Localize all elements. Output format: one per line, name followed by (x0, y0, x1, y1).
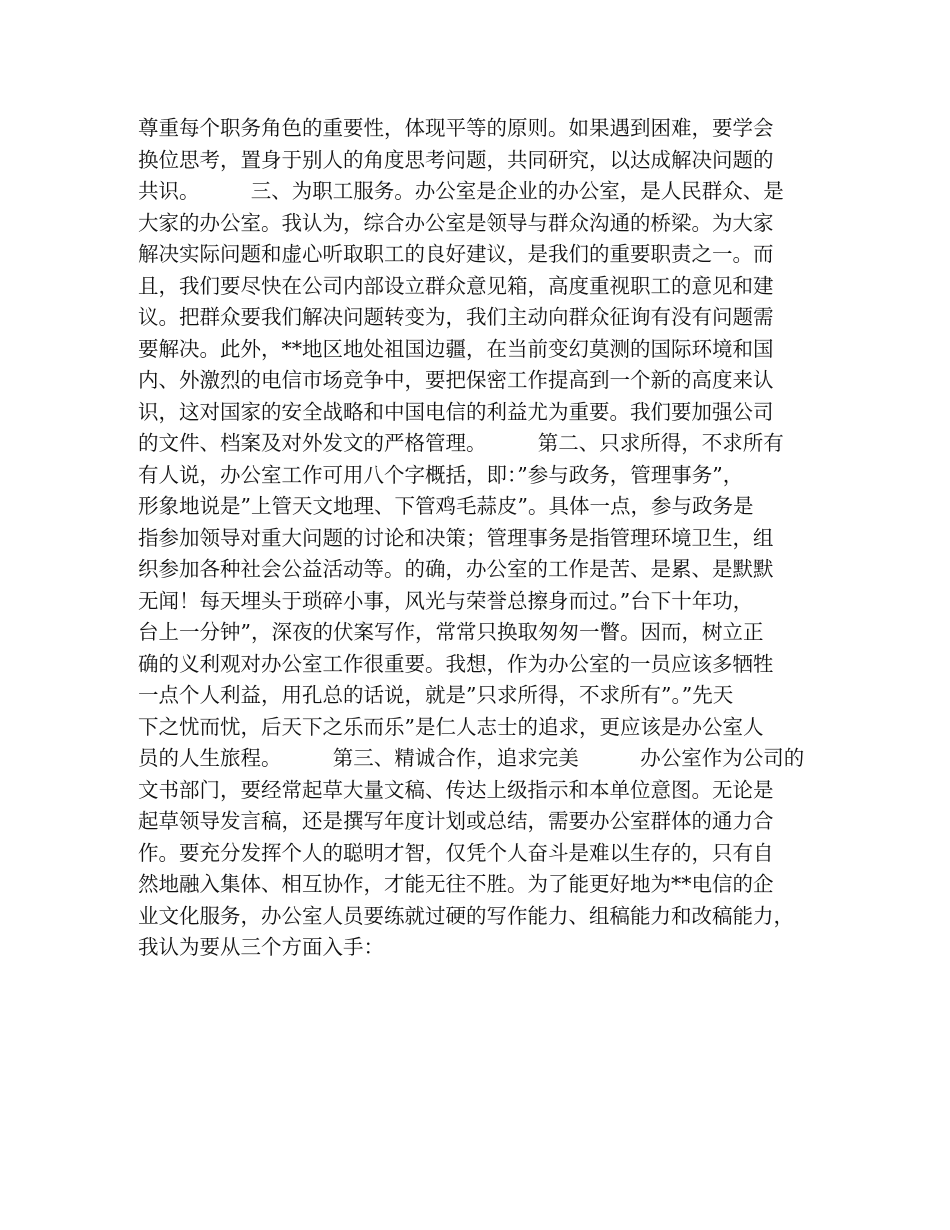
text-line: 大家的办公室。我认为，综合办公室是领导与群众沟通的桥梁。为大家 (138, 210, 774, 235)
text-line: 我认为要从三个方面入手： (138, 935, 384, 959)
text-line: 且，我们要尽快在公司内部设立群众意见箱，高度重视职工的意见和建 (138, 273, 774, 298)
text-line: 解决实际问题和虚心听取职工的良好建议，是我们的重要职责之一。而 (138, 242, 774, 266)
text-line: 有人说，办公室工作可用八个字概括，即：”参与政务，管理事务”， (138, 462, 744, 487)
text-line: 确的义利观对办公室工作很重要。我想，作为办公室的一员应该多牺牲 (138, 651, 774, 676)
text-line: 识，这对国家的安全战略和中国电信的利益尤为重要。我们要加强公司 (138, 399, 774, 424)
text-line: 台上一分钟”，深夜的伏案写作，常常只换取匆匆一瞥。因而，树立正 (138, 620, 764, 644)
text-line: 共识。 三、为职工服务。办公室是企业的办公室，是人民群众、是 (138, 179, 784, 203)
text-line: 要解决。此外，**地区地处祖国边疆，在当前变幻莫测的国际环境和国 (138, 336, 774, 361)
text-line: 的文件、档案及对外发文的严格管理。 第二、只求所得，不求所有 (138, 431, 784, 455)
text-line: 下之忧而忧，后天下之乐而乐”是仁人志士的追求，更应该是办公室人 (138, 714, 764, 739)
text-line: 织参加各种社会公益活动等。的确，办公室的工作是苦、是累、是默默 (138, 557, 774, 581)
text-line: 换位思考，置身于别人的角度思考问题，共同研究，以达成解决问题的 (138, 147, 774, 172)
text-line: 一点个人利益，用孔总的话说，就是”只求所得，不求所有”。”先天 (138, 683, 734, 707)
text-line: 文书部门，要经常起草大量文稿、传达上级指示和本单位意图。无论是 (138, 777, 774, 802)
text-line: 指参加领导对重大问题的讨论和决策；管理事务是指管理环境卫生，组 (138, 525, 774, 550)
text-line: 业文化服务，办公室人员要练就过硬的写作能力、组稿能力和改稿能力， (138, 903, 794, 928)
body-text (138, 113, 828, 964)
text-line: 员的人生旅程。 第三、精诚合作，追求完美 办公室作为公司的 (138, 746, 805, 770)
text-line: 作。要充分发挥个人的聪明才智，仅凭个人奋斗是难以生存的，只有自 (138, 840, 774, 865)
text-line: 起草领导发言稿，还是撰写年度计划或总结，需要办公室群体的通力合 (138, 809, 774, 833)
text-line: 内、外激烈的电信市场竞争中，要把保密工作提高到一个新的高度来认 (138, 368, 774, 392)
text-line: 无闻！每天埋头于琐碎小事，风光与荣誉总擦身而过。”台下十年功， (138, 588, 754, 613)
text-line: 然地融入集体、相互协作，才能无往不胜。为了能更好地为**电信的企 (138, 872, 774, 896)
text-line: 议。把群众要我们解决问题转变为，我们主动向群众征询有没有问题需 (138, 305, 774, 329)
text-line: 形象地说是”上管天文地理、下管鸡毛蒜皮”。具体一点，参与政务是 (138, 494, 754, 518)
text-line: 尊重每个职务角色的重要性，体现平等的原则。如果遇到困难，要学会 (138, 116, 774, 140)
